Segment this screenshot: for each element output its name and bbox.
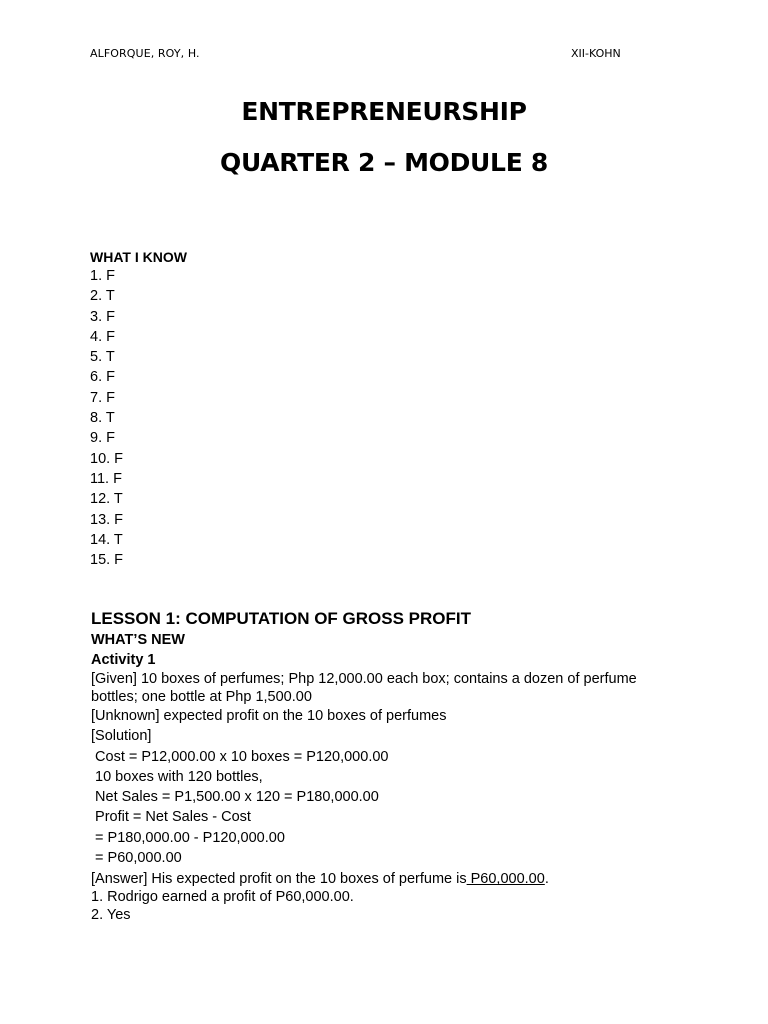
- answer-item: 6. F: [90, 369, 115, 386]
- solution-line: Cost = P12,000.00 x 10 boxes = P120,000.00: [91, 748, 389, 765]
- answer-item: 13. F: [90, 511, 124, 528]
- answer-item: 14. T: [90, 531, 123, 548]
- answer-item: 12. T: [90, 491, 123, 508]
- answer-item: 11. F: [90, 470, 122, 487]
- activity-heading: Activity 1: [91, 652, 156, 668]
- what-i-know-heading: WHAT I KNOW: [90, 249, 187, 265]
- answer-item: 15. F: [90, 552, 124, 569]
- lesson-title: LESSON 1: COMPUTATION OF GROSS PROFIT: [91, 609, 471, 628]
- solution-line: = P60,000.00: [91, 850, 182, 867]
- answer-item: 8. T: [90, 410, 115, 427]
- answer-line: [91, 870, 681, 888]
- solution-line: = P180,000.00 - P120,000.00: [91, 829, 285, 846]
- student-section: XII-KOHN: [571, 47, 621, 60]
- answer-item: 1. F: [90, 268, 115, 284]
- solution-line: Profit = Net Sales - Cost: [91, 809, 251, 826]
- answer-item: 2. T: [90, 288, 115, 305]
- answer-item: 5. T: [90, 349, 115, 366]
- document-title: ENTREPRENEURSHIP: [241, 97, 527, 126]
- what-i-know-section: [90, 248, 690, 570]
- solution-label: [Solution]: [91, 728, 152, 745]
- question-answer-1: 1. Rodrigo earned a profit of P60,000.00.: [91, 889, 354, 906]
- document-subtitle: QUARTER 2 – MODULE 8: [220, 148, 548, 177]
- whats-new-heading: WHAT’S NEW: [91, 632, 185, 648]
- unknown-text: [Unknown] expected profit on the 10 boxes of perfumes: [91, 708, 447, 724]
- answer-item: 4. F: [90, 328, 115, 345]
- question-answer-2: 2. Yes: [91, 907, 131, 924]
- given-text: [Given] 10 boxes of perfumes; Php 12,000.00 each box; contains a dozen of perfume bottles; one bottle at Php 1,500.00: [91, 671, 637, 705]
- answer-item: 3. F: [90, 308, 115, 325]
- student-name: ALFORQUE, ROY, H.: [90, 47, 200, 60]
- solution-line: 10 boxes with 120 bottles,: [91, 768, 263, 785]
- answer-item: 9. F: [90, 430, 115, 447]
- answer-item: 7. F: [90, 389, 115, 406]
- solution-line: Net Sales = P1,500.00 x 120 = P180,000.00: [91, 789, 379, 806]
- lesson-section: [91, 608, 681, 924]
- answer-item: 10. F: [90, 450, 124, 467]
- answer-value: P60,000.00: [466, 871, 545, 888]
- answer-suffix: .: [544, 871, 549, 888]
- answer-list: [90, 266, 690, 570]
- answer-prefix: [Answer] His expected profit on the 10 boxes of perfume is: [91, 871, 467, 888]
